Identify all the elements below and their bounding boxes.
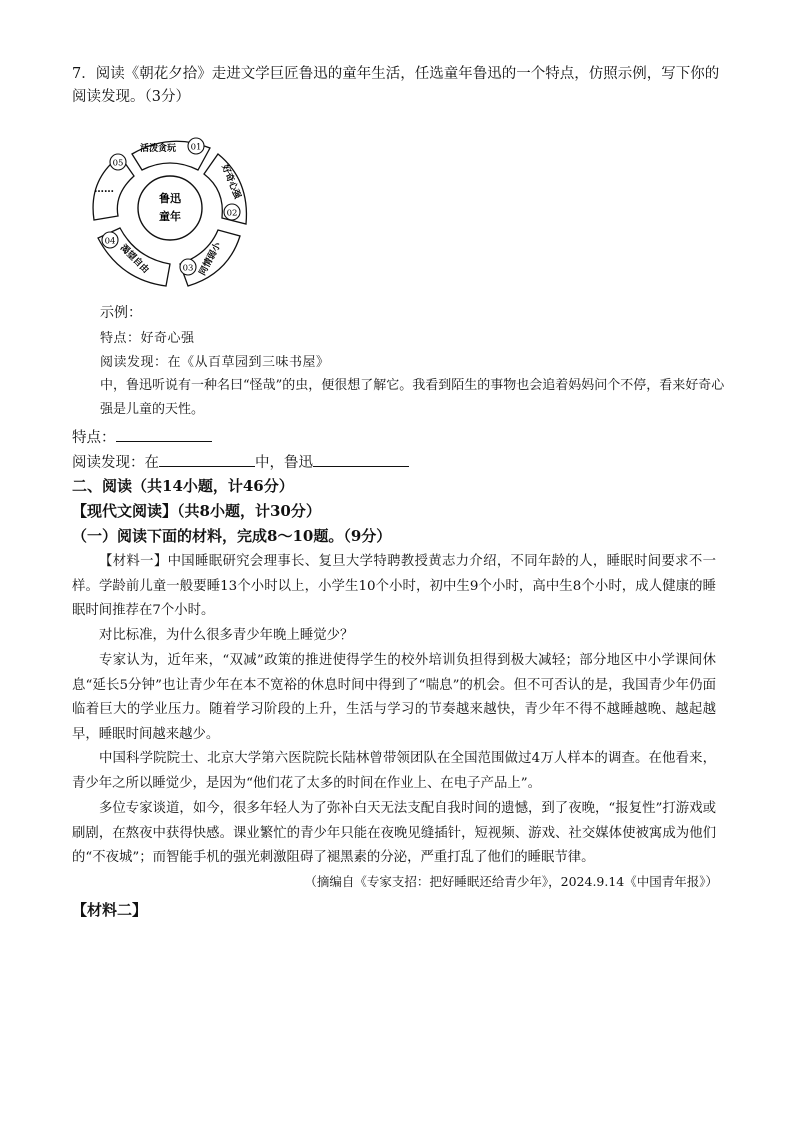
- material-1-para-1: 【材料一】中国睡眠研究会理事长、复旦大学特聘教授黄志力介绍，不同年龄的人，睡眠时间要求不一样。学龄前儿童一般要睡13个小时以上，小学生10个小时，初中生9个小时，高中生8个小时，成人健康的睡眠时间推荐在7个小时。: [72, 554, 716, 618]
- question-7-prompt: 7．阅读《朝花夕拾》走进文学巨匠鲁迅的童年生活，任选童年鲁迅的一个特点，仿照示例，写下你的阅读发现。（3分）: [72, 66, 720, 105]
- diagram-seg1-label: 活泼贪玩: [140, 144, 177, 154]
- part-1-title: （一）阅读下面的材料，完成8～10题。（9分）: [72, 527, 392, 545]
- answer-book-blank[interactable]: [159, 452, 255, 467]
- diagram-center-circle: [138, 176, 202, 240]
- diagram-seg1-num: 01: [190, 142, 202, 153]
- diagram-seg4-label: 渴望自由: [117, 243, 151, 276]
- luxun-childhood-diagram: [80, 126, 260, 291]
- section-2-title: 二、阅读（共14小题，计46分）: [72, 477, 294, 495]
- answer-finding-row: [72, 451, 409, 472]
- example-label: 示例：: [100, 305, 142, 321]
- diagram-seg3-label: 同情弱小: [197, 240, 224, 278]
- diagram-seg5-label: ……: [94, 184, 114, 195]
- diagram-seg4-num: 04: [104, 236, 116, 247]
- answer-trait-row: [72, 426, 212, 447]
- diagram-seg3-num: 03: [182, 263, 194, 274]
- diagram-center-line2: 童年: [159, 210, 181, 223]
- material-2-label: 【材料二】: [72, 901, 148, 919]
- diagram-seg5-num: 05: [112, 158, 124, 169]
- answer-finding-prefix: 阅读发现：在: [72, 455, 159, 471]
- example-finding: 阅读发现：在《从百草园到三味书屋》: [100, 355, 330, 370]
- example-trait: 特点：好奇心强: [100, 331, 195, 346]
- material-1-para-5: 多位专家谈道，如今，很多年轻人为了弥补白天无法支配自我时间的遗憾，到了夜晚，“报复性”打游戏或刷剧，在熬夜中获得快感。课业繁忙的青少年只能在夜晚见缝插针，短视频、游戏、社交媒体使被寓成为他们的“不夜城”；而智能手机的强光刺激阻碍了褪黑素的分泌，严重打乱了他们的睡眠节律。: [72, 801, 716, 865]
- diagram-seg2-label: 好奇心强: [219, 163, 242, 201]
- answer-trait-blank[interactable]: [116, 427, 212, 442]
- material-1-para-2: 对比标准，为什么很多青少年晚上睡觉少？: [99, 628, 354, 643]
- diagram-center-line1: 鲁迅: [159, 192, 181, 205]
- modern-reading-title: 【现代文阅读】（共8小题，计30分）: [72, 502, 321, 520]
- material-1-para-4: 中国科学院院士、北京大学第六医院院长陆林曾带领团队在全国范围做过4万人样本的调查。在他看来，青少年之所以睡觉少，是因为“他们花了太多的时间在作业上、在电子产品上”。: [72, 751, 716, 791]
- example-body: 中，鲁迅听说有一种名曰“怪哉”的虫，便很想了解它。我看到陌生的事物也会追着妈妈问个不停，看来好奇心强是儿童的天性。: [100, 378, 725, 417]
- material-1-source: （摘编自《专家支招：把好睡眠还给青少年》，2024.9.14《中国青年报》）: [304, 874, 718, 889]
- diagram-svg: [80, 126, 260, 291]
- answer-finding-blank[interactable]: [313, 452, 409, 467]
- diagram-seg2-num: 02: [226, 208, 238, 219]
- answer-finding-mid: 中，鲁迅: [255, 455, 313, 471]
- answer-trait-label: 特点：: [72, 430, 116, 446]
- material-1-para-3: 专家认为，近年来，“双减”政策的推进使得学生的校外培训负担得到极大减轻；部分地区中小学课间休息“延长5分钟”也让青少年在本不宽裕的休息时间中得到了“喘息”的机会。但不可否认的是，我国青少年仍面临着巨大的学业压力。随着学习阶段的上升，生活与学习的节奏越来越快，青少年不得不越睡越晚、越起越早，睡眠时间越来越少。: [72, 653, 716, 742]
